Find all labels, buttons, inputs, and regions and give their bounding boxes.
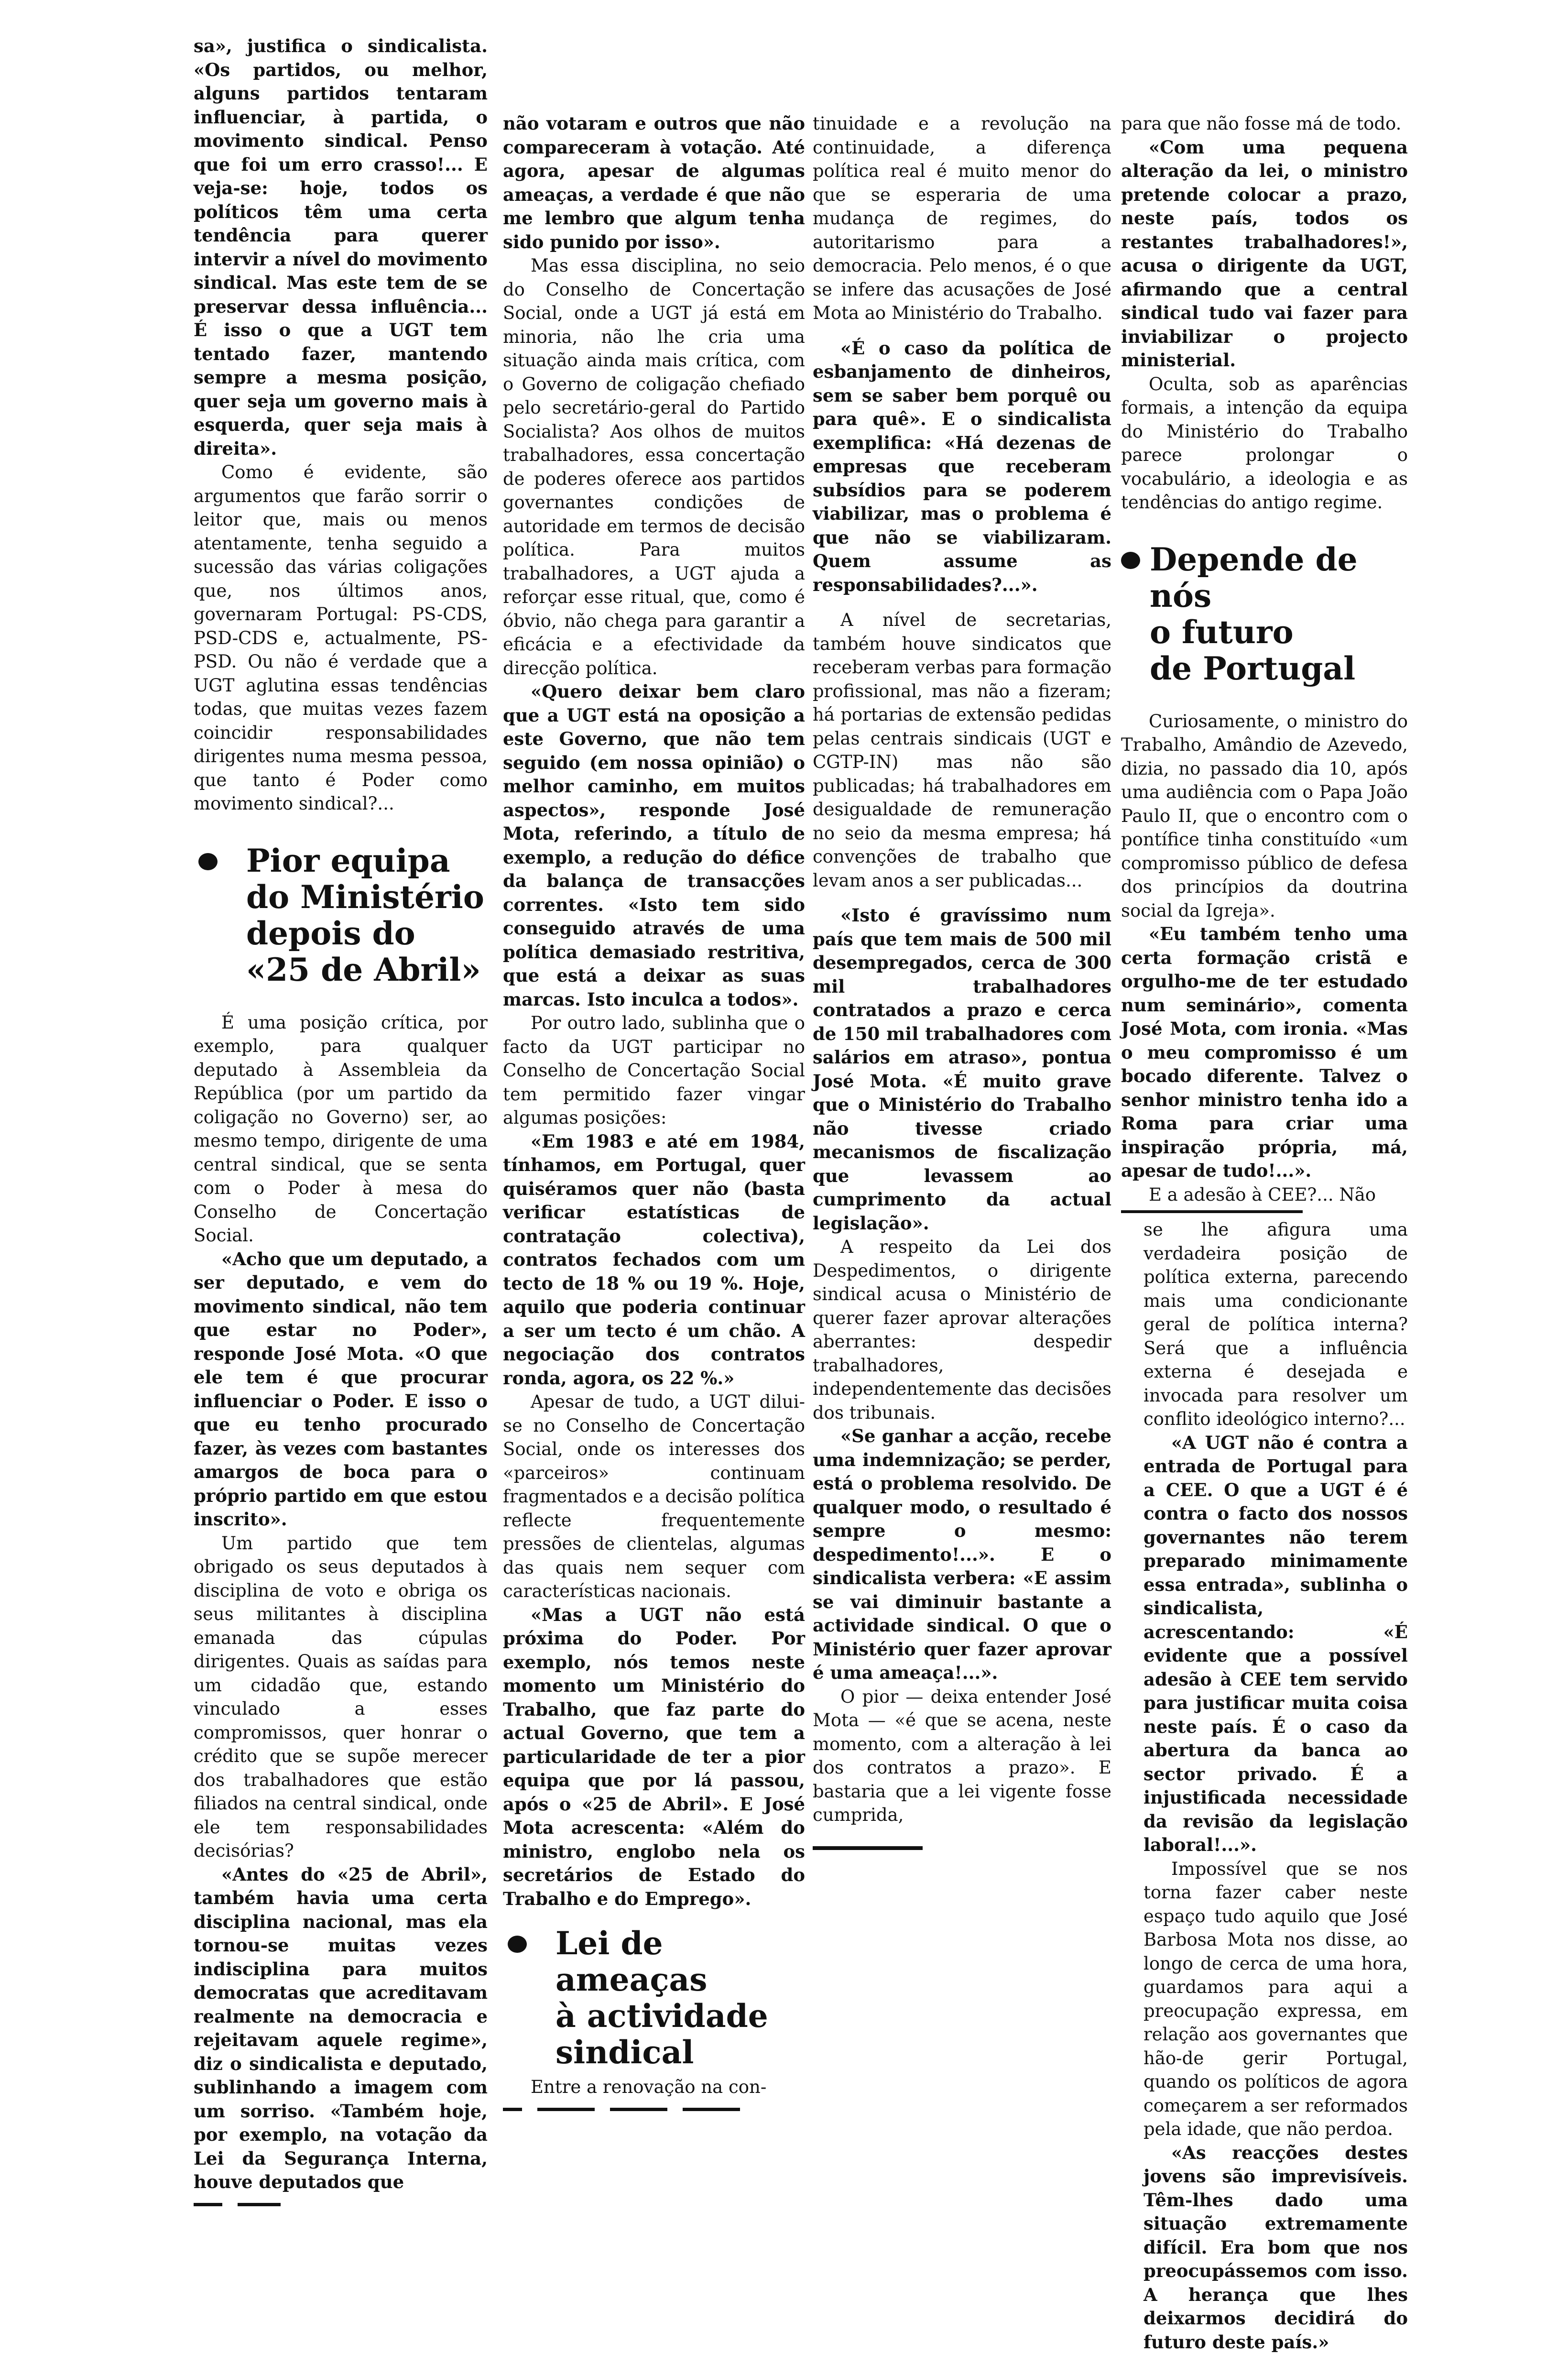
paragraph: Impossível que se nos torna fazer caber neste espaço tudo aquilo que José Barbosa Mota nos disse, ao longo de cerca de uma hora, guardamos para aqui a preocupação expressa, em relação aos governantes que hão-de gerir Portugal, quando os políticos de agora começarem a ser reformados pela idade, que não perdoa. <box>1143 1857 1408 2141</box>
divider <box>503 2108 805 2111</box>
quote-paragraph: «Isto é gravíssimo num país que tem mais de 500 mil desempregados, cerca de 300 mil trabalhadores contratados a prazo e cerca de 150 mil trabalhadores com salários em atraso», pontua José Mota. «É muito grave que o Ministério do Trabalho não tivesse criado mecanismos de fiscalização que levassem ao cumprimento da actual legislação». <box>813 904 1111 1235</box>
divider <box>813 1846 923 1850</box>
divider <box>1121 1210 1303 1213</box>
paragraph: A respeito da Lei dos Despedimentos, o dirigente sindical acusa o Ministério de querer fazer aprovar alterações aberrantes: despedir trabalhadores, independentemente das decisões dos tribunais. <box>813 1235 1111 1424</box>
article-column-1 <box>194 34 488 2206</box>
quote-paragraph: «É o caso da política de esbanjamento de dinheiros, sem se saber bem porquê ou para quê». E o sindicalista exemplifica: «Há dezenas de empresas que receberam subsídios para se poderem viabilizar, mas o problema é que não se viabilizaram. Quem assume as responsabilidades?...». <box>813 337 1111 597</box>
paragraph: tinuidade e a revolução na continuidade, a diferença política real é muito menor do que se esperaria de uma mudança de regimes, do autoritarismo para a democracia. Pelo menos, é o que se infere das acusações de José Mota ao Ministério do Trabalho. <box>813 112 1111 325</box>
article-column-4-continuation <box>1143 1218 1408 2354</box>
quote-paragraph: «Mas a UGT não está próxima do Poder. Por exemplo, nós temos neste momento um Ministério do Trabalho, que faz parte do actual Governo, que tem a particularidade de ter a pior equipa que por lá passou, após o «25 de Abril». E José Mota acrescenta: «Além do ministro, englobo nela os secretários de Estado do Trabalho e do Emprego». <box>503 1603 805 1911</box>
quote-paragraph: não votaram e outros que não compareceram à votação. Até agora, apesar de algumas ameaças, a verdade é que não me lembro que algum tenha sido punido por isso». <box>503 112 805 254</box>
quote-paragraph: «Eu também tenho uma certa formação cristã e orgulho-me de ter estudado num seminário», comenta José Mota, com ironia. «Mas o meu compromisso é um bocado diferente. Talvez o senhor ministro tenha ido a Roma para criar uma inspiração própria, má, apesar de tudo!...». <box>1121 922 1408 1183</box>
paragraph: Por outro lado, sublinha que o facto da UGT participar no Conselho de Concertação Social tem permitido fazer vingar algumas posições: <box>503 1011 805 1130</box>
paragraph: O pior — deixa entender José Mota — «é que se acena, neste momento, com a alteração à lei dos contratos a prazo». E bastaria que a lei vigente fosse cumprida, <box>813 1685 1111 1827</box>
paragraph: E a adesão à CEE?... Não <box>1121 1183 1408 1207</box>
divider-dash <box>238 2203 281 2206</box>
heading-line: Depende de nós <box>1150 541 1408 614</box>
quote-paragraph: «As reacções destes jovens são imprevisíveis. Têm-lhes dado uma situação extremamente difícil. Era bom que nos preocupássemos com isso. A herança que lhes deixarmos decidirá do futuro deste país.» <box>1143 2141 1408 2354</box>
divider-dash <box>194 2203 222 2206</box>
section-heading-depende-de-nos <box>1121 541 1408 687</box>
paragraph: Entre a renovação na con- <box>503 2075 805 2099</box>
article-column-2 <box>503 112 805 2111</box>
paragraph: Oculta, sob as aparências formais, a intenção da equipa do Ministério do Trabalho parece prolongar o vocabulário, a ideologia e as tendências do antigo regime. <box>1121 372 1408 515</box>
paragraph: Um partido que tem obrigado os seus deputados à disciplina de voto e obriga os seus militantes à disciplina emanada das cúpulas dirigentes. Quais as saídas para um cidadão que, estando vinculado a esses compromissos, quer honrar o crédito que se supõe merecer dos trabalhadores que estão filiados na central sindical, onde ele tem responsabilidades decisórias? <box>194 1532 488 1863</box>
paragraph: sa», justifica o sindicalista. «Os partidos, ou melhor, alguns partidos tentaram influenciar, à partida, o movimento sindical. Penso que foi um erro crasso!... E veja-se: hoje, todos os políticos têm uma certa tendência para querer intervir a nível do movimento sindical. Mas este tem de se preservar dessa influência... É isso o que a UGT tem tentado fazer, mantendo sempre a mesma posição, quer seja um governo mais à esquerda, quer seja mais à direita». <box>194 34 488 460</box>
bullet-icon <box>1121 552 1140 569</box>
heading-line: o futuro <box>1150 614 1408 650</box>
paragraph: se lhe afigura uma verdadeira posição de política externa, parecendo mais uma condicionante geral de política interna? Será que a influência externa é desejada e invocada para resolver um conflito ideológico interno?... <box>1143 1218 1408 1431</box>
quote-paragraph: «Quero deixar bem claro que a UGT está na oposição a este Governo, que não tem seguido (em nossa opinião) o melhor caminho, em muitos aspectos», responde José Mota, referindo, a título de exemplo, a redução do défice da balança de transacções correntes. «Isto tem sido conseguido através de uma política demasiado restritiva, que está a deixar as suas marcas. Isto inculca a todos». <box>503 680 805 1011</box>
divider-dash <box>683 2108 740 2111</box>
article-column-4 <box>1121 112 1408 2354</box>
heading-line: Lei de ameaças <box>555 1925 805 1998</box>
divider-dash <box>537 2108 595 2111</box>
paragraph: Apesar de tudo, a UGT dilui-se no Conselho de Concertação Social, onde os interesses dos «parceiros» continuam fragmentados e a decisão política reflecte frequentemente pressões de clientelas, algumas das quais nem sequer com características nacionais. <box>503 1390 805 1603</box>
article-column-3 <box>813 112 1111 1850</box>
heading-line: sindical <box>555 2034 805 2070</box>
heading-line: à actividade <box>555 1998 805 2034</box>
quote-paragraph: «A UGT não é contra a entrada de Portugal para a CEE. O que a UGT é é contra o facto dos nossos governantes não terem preparado minimamente essa entrada», sublinha o sindicalista, acrescentando: «É evidente que a possível adesão à CEE tem servido para justificar muita coisa neste país. É o caso da abertura da banca ao sector privado. É a injustificada necessidade da revisão da legislação laboral!...». <box>1143 1431 1408 1857</box>
divider-dash <box>503 2108 522 2111</box>
heading-line: «25 de Abril» <box>246 952 488 988</box>
heading-line: do Ministério <box>246 879 488 915</box>
quote-paragraph: «Com uma pequena alteração da lei, o ministro pretende colocar a prazo, neste país, todos os restantes trabalhadores!», acusa o dirigente da UGT, afirmando que a central sindical tudo vai fazer para inviabilizar o projecto ministerial. <box>1121 136 1408 372</box>
heading-line: Pior equipa <box>246 843 488 879</box>
heading-line: depois do <box>246 915 488 952</box>
paragraph: Como é evidente, são argumentos que farão sorrir o leitor que, mais ou menos atentamente, tenha seguido a sucessão das várias coligações que, nos últimos anos, governaram Portugal: PS-CDS, PSD-CDS e, actualmente, PS-PSD. Ou não é verdade que a UGT aglutina essas tendências todas, que muitas vezes fazem coincidir responsabilidades dirigentes numa mesma pessoa, que tanto é Poder como movimento sindical?... <box>194 460 488 816</box>
paragraph: Curiosamente, o ministro do Trabalho, Amândio de Azevedo, dizia, no passado dia 10, após uma audiência com o Papa João Paulo II, que o encontro com o pontífice tinha constituído «um compromisso público de defesa dos princípios da doutrina social da Igreja». <box>1121 710 1408 923</box>
paragraph: para que não fosse má de todo. <box>1121 112 1408 136</box>
heading-line: de Portugal <box>1150 650 1408 687</box>
section-heading-lei-de-ameacas <box>503 1925 805 2070</box>
paragraph: Mas essa disciplina, no seio do Conselho de Concertação Social, onde a UGT já está em minoria, não lhe cria uma situação ainda mais crítica, com o Governo de coligação chefiado pelo secretário-geral do Partido Socialista? Aos olhos de muitos trabalhadores, essa concertação de poderes oferece aos partidos governantes condições de autoridade em termos de decisão política. Para muitos trabalhadores, a UGT ajuda a reforçar esse ritual, que, como é óbvio, não chega para garantir a eficácia e a efectividade da direcção política. <box>503 254 805 680</box>
bullet-icon <box>508 1936 527 1953</box>
quote-paragraph: «Acho que um deputado, a ser deputado, e vem do movimento sindical, não tem que estar no Poder», responde José Mota. «O que ele tem é que procurar influenciar o Poder. E isso o que eu tenho procurado fazer, às vezes com bastantes amargos de boca para o próprio partido em que estou inscrito». <box>194 1248 488 1532</box>
section-heading-pior-equipa <box>194 843 488 988</box>
paragraph: É uma posição crítica, por exemplo, para qualquer deputado à Assembleia da República (por um partido da coligação no Governo) ser, ao mesmo tempo, dirigente de uma central sindical, que se senta com o Poder à mesa do Conselho de Concertação Social. <box>194 1011 488 1248</box>
quote-paragraph: «Em 1983 e até em 1984, tínhamos, em Portugal, quer quiséramos quer não (basta verificar estatísticas de contratação colectiva), contratos fechados com um tecto de 18 % ou 19 %. Hoje, aquilo que poderia continuar a ser um tecto é um chão. A negociação dos contratos ronda, agora, os 22 %.» <box>503 1130 805 1391</box>
divider-dash <box>610 2108 667 2111</box>
paragraph: A nível de secretarias, também houve sindicatos que receberam verbas para formação profissional, mas não a fizeram; há portarias de extensão pedidas pelas centrais sindicais (UGT e CGTP-IN) mas não são publicadas; há trabalhadores em desigualdade de remuneração no seio da mesma empresa; há convenções de trabalho que levam anos a ser publicadas... <box>813 608 1111 892</box>
bullet-icon <box>198 853 218 870</box>
quote-paragraph: «Antes do «25 de Abril», também havia uma certa disciplina nacional, mas ela tornou-se muitas vezes indisciplina para muitos democratas que acreditavam realmente na democracia e rejeitavam aquele regime», diz o sindicalista e deputado, sublinhando a imagem com um sorriso. «Também hoje, por exemplo, na votação da Lei da Segurança Interna, houve deputados que <box>194 1863 488 2194</box>
quote-paragraph: «Se ganhar a acção, recebe uma indemnização; se perder, está o problema resolvido. De qualquer modo, o resultado é sempre o mesmo: despedimento!...». E o sindicalista verbera: «E assim se vai diminuir bastante a actividade sindical. O que o Ministério quer fazer aprovar é uma ameaça!...». <box>813 1424 1111 1685</box>
divider <box>194 2203 488 2206</box>
